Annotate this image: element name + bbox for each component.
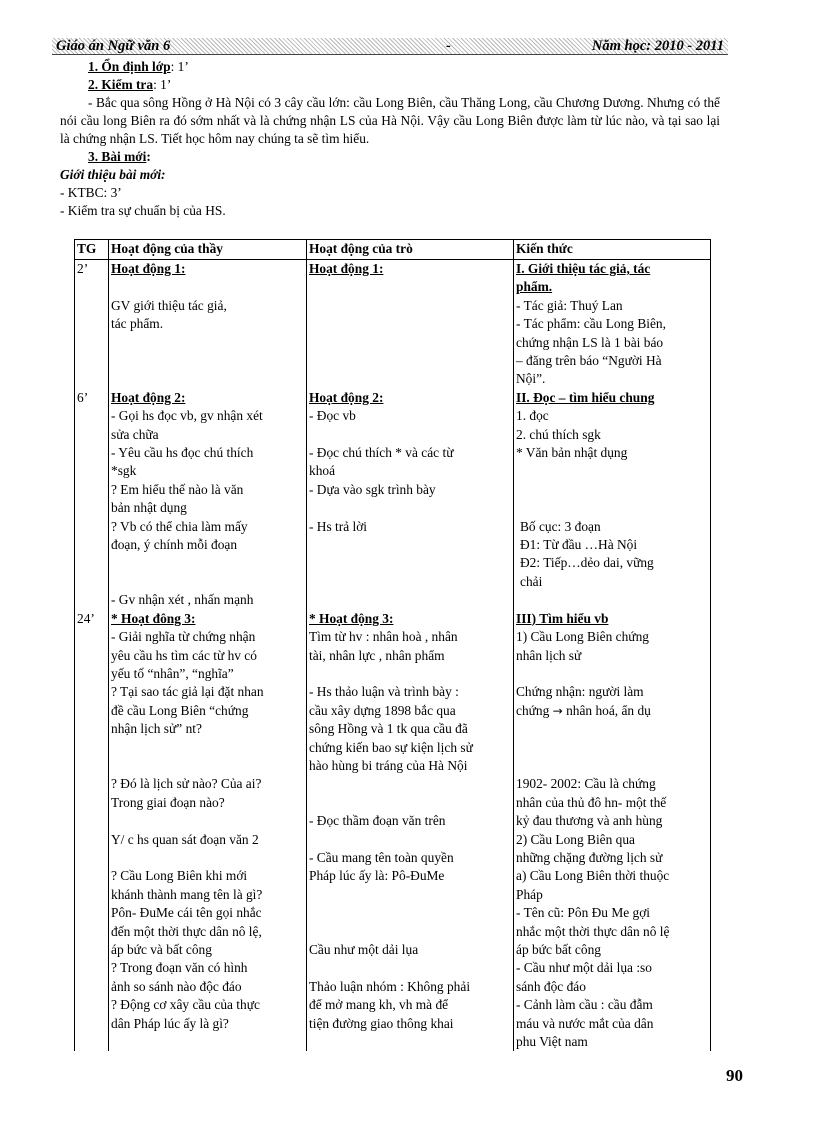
- col-header-teacher: Hoạt động của thầy: [109, 240, 307, 260]
- cell-text-line: Pôn- ĐuMe cái tên gọi nhắc: [111, 905, 262, 921]
- cell-text-line: ? Tại sao tác giả lại đặt nhan: [111, 684, 264, 700]
- activity-heading: * Hoạt đông 3:: [111, 610, 196, 626]
- lesson-table: [74, 239, 711, 1051]
- cell-text-line: 1902- 2002: Cầu là chứng: [516, 776, 656, 792]
- cell-text-line: *sgk: [111, 463, 137, 479]
- cell-text-line: nhân lịch sử: [516, 647, 582, 663]
- prep-check-line: - Kiểm tra sự chuẩn bị của HS.: [60, 203, 226, 218]
- cell-text-line: ? Đó là lịch sử nào? Của ai?: [111, 776, 262, 792]
- table-header-row: [75, 240, 711, 260]
- cell-text-line: - Cầu như một dải lụa :so: [516, 960, 652, 976]
- page-header: [52, 38, 728, 55]
- cell-text-line: - Tên cũ: Pôn Đu Me gợi: [516, 905, 651, 921]
- header-subject: Giáo án Ngữ văn 6: [56, 38, 171, 54]
- cell-text-line: Nội”.: [516, 371, 546, 387]
- header-separator: -: [446, 38, 451, 54]
- cell-text-line: – đăng trên báo “Người Hà: [516, 353, 662, 369]
- cell-text-line: để mở mang kh, vh mà để: [309, 997, 449, 1013]
- cell-text-line: nhận lịch sử” nt?: [111, 721, 202, 737]
- cell-text-line: Pháp: [516, 886, 543, 902]
- cell-text-line: ? Vb có thể chia làm mấy: [111, 518, 248, 534]
- cell-text-line: 2) Cầu Long Biên qua: [516, 831, 636, 847]
- activity-heading: Hoạt động 1:: [111, 261, 186, 276]
- cell-text-line: khánh thành mang tên là gì?: [111, 886, 263, 902]
- col-header-knowledge: Kiến thức: [514, 240, 711, 260]
- cell-text-line: sánh độc đáo: [516, 978, 586, 994]
- section-2: 2. Kiểm tra: 1’: [88, 77, 172, 92]
- cell-text-line: - Cảnh làm cầu : cầu đẫm: [516, 997, 653, 1013]
- cell-text-line: áp bức và bất công: [111, 941, 212, 957]
- cell-text-line: - Tác giả: Thuý Lan: [516, 297, 623, 313]
- cell-text-line: tiện đường giao thông khai: [309, 1015, 454, 1031]
- cell-text-line: 2. chú thích sgk: [516, 426, 601, 442]
- table-row: [75, 610, 711, 1052]
- student-cell: [307, 389, 514, 610]
- cell-text-line: - Đọc vb: [309, 408, 356, 424]
- cell-text-line: sông Hồng và 1 tk qua cầu đã: [309, 721, 468, 737]
- activity-heading: phẩm.: [516, 279, 553, 295]
- activity-heading: Hoạt động 1:: [309, 261, 384, 276]
- cell-text-line: những chặng đường lịch sử: [516, 849, 663, 865]
- intro-subheading: Giới thiệu bài mới:: [60, 167, 166, 182]
- cell-text-line: ảnh so sánh nào độc đáo: [111, 978, 242, 994]
- teacher-cell: [109, 610, 307, 1052]
- cell-text-line: cầu xây dựng 1898 bắc qua: [309, 702, 456, 718]
- cell-text-line: 24’: [77, 610, 95, 626]
- cell-text-line: ? Động cơ xây cầu của thực: [111, 997, 260, 1013]
- activity-heading: II. Đọc – tìm hiểu chung: [516, 389, 655, 405]
- time-cell: [75, 610, 109, 1052]
- cell-text-line: - Hs trả lời: [309, 518, 368, 534]
- student-cell: [307, 260, 514, 389]
- student-cell: [307, 610, 514, 1052]
- cell-text-line: phu Việt nam: [516, 1033, 588, 1049]
- activity-heading: Hoạt động 2:: [309, 389, 384, 405]
- teacher-cell: [109, 260, 307, 389]
- cell-text-line: tài, nhân lực , nhân phẩm: [309, 647, 445, 663]
- cell-text-line: máu và nước mắt của dân: [516, 1015, 654, 1031]
- cell-text-line: đến một thời thực dân nô lệ,: [111, 923, 262, 939]
- cell-text-line: ? Trong đoạn văn có hình: [111, 960, 248, 976]
- cell-text-line: kỷ đau thương và anh hùng: [516, 813, 663, 829]
- cell-text-line: 6’: [77, 389, 89, 405]
- col-header-time: TG: [75, 240, 109, 260]
- table-row: [75, 389, 711, 610]
- cell-text-line: yếu tố “nhân”, “nghĩa”: [111, 665, 234, 681]
- cell-text-line: khoá: [309, 463, 336, 479]
- cell-text-line: đoạn, ý chính mỗi đoạn: [111, 537, 238, 553]
- cell-text-line: ? Em hiểu thế nào là văn: [111, 481, 244, 497]
- cell-text-line: hào hùng bi tráng của Hà Nội: [309, 757, 468, 773]
- cell-text-line: Y/ c hs quan sát đoạn văn 2: [111, 831, 259, 847]
- section-3: 3. Bài mới:: [88, 149, 151, 164]
- cell-text-line: chứng nhận LS là 1 bài báo: [516, 334, 664, 350]
- cell-text-line: Tìm từ hv : nhân hoà , nhân: [309, 629, 458, 645]
- cell-text-line: - Đọc chú thích * và các từ: [309, 445, 454, 461]
- cell-text-line: - Cầu mang tên toàn quyền: [309, 849, 454, 865]
- cell-text-line: - Dựa vào sgk trình bày: [309, 481, 436, 497]
- time-cell: [75, 389, 109, 610]
- col-header-student: Hoạt động của trò: [307, 240, 514, 260]
- table-row: [75, 260, 711, 389]
- cell-text-line: - Hs thảo luận và trình bày :: [309, 684, 459, 700]
- cell-text-line: chứng kiến bao sự kiện lịch sử: [309, 739, 473, 755]
- cell-text-line: - Gv nhận xét , nhấn mạnh: [111, 592, 254, 608]
- cell-text-line: nhắc một thời thực dân nô lệ: [516, 923, 670, 939]
- cell-text-line: a) Cầu Long Biên thời thuộc: [516, 868, 670, 884]
- lesson-intro: [60, 58, 720, 220]
- cell-text-line: ? Cầu Long Biên khi mới: [111, 868, 248, 884]
- cell-text-line: chải: [520, 573, 543, 589]
- cell-text-line: Đ1: Từ đầu …Hà Nội: [520, 537, 638, 553]
- cell-text-line: - Yêu cầu hs đọc chú thích: [111, 445, 254, 461]
- cell-text-line: yêu cầu hs tìm các từ hv có: [111, 647, 257, 663]
- cell-text-line: - Đọc thầm đoạn văn trên: [309, 813, 446, 829]
- cell-text-line: 1) Cầu Long Biên chứng: [516, 629, 649, 645]
- activity-heading: * Hoạt động 3:: [309, 610, 394, 626]
- cell-text-line: Cầu như một dải lụa: [309, 941, 419, 957]
- section-1: 1. Ổn định lớp: 1’: [88, 59, 189, 74]
- activity-heading: III) Tìm hiểu vb: [516, 610, 609, 626]
- time-cell: [75, 260, 109, 389]
- cell-text-line: 2’: [77, 261, 89, 276]
- cell-text-line: tác phẩm.: [111, 316, 164, 332]
- cell-text-line: sửa chữa: [111, 426, 159, 442]
- cell-text-line: Bố cục: 3 đoạn: [520, 518, 601, 534]
- header-school-year: Năm học: 2010 - 2011: [591, 38, 724, 54]
- knowledge-cell: [514, 260, 711, 389]
- cell-text-line: Đ2: Tiếp…dẻo dai, vững: [520, 555, 654, 571]
- cell-text-line: * Văn bản nhật dụng: [516, 445, 628, 461]
- cell-text-line: dân Pháp lúc ấy là gì?: [111, 1015, 229, 1031]
- cell-text-line: Pháp lúc ấy là: Pô-ĐuMe: [309, 868, 445, 884]
- knowledge-cell: III) Tìm hiểu vb 1) Cầu Long Biên chứng nhân lịch sử Chứng nhận: người làm chứng → nhân hoá, ẩn dụ 1902- 2002: Cầu là chứng nhân của thủ đô hn- một thế kỷ đau thương và anh hùng 2) Cầu Long Biên qua những chặng đường lịch sử a) Cầu Long Biên thời thuộc Pháp - Tên cũ: Pôn Đu Me gợi nhắc một thời thực dân nô lệ áp bức bất công - Cầu như một dải lụa :so sánh độc đáo - Cảnh làm cầu : cầu đẫm máu và nước mắt của dân phu Việt nam: [514, 610, 711, 1052]
- page-number: 90: [726, 1066, 743, 1085]
- cell-text-line: bản nhật dụng: [111, 500, 187, 516]
- activity-heading: I. Giới thiệu tác giả, tác: [516, 261, 651, 276]
- cell-text-line: Thảo luận nhóm : Không phải: [309, 978, 471, 994]
- knowledge-cell: [514, 389, 711, 610]
- cell-text-line: đề cầu Long Biên “chứng: [111, 702, 249, 718]
- cell-text-line: - Giải nghĩa từ chứng nhận: [111, 629, 256, 645]
- cell-text-line: - Tác phẩm: cầu Long Biên,: [516, 316, 666, 332]
- cell-text-line: GV giới thiệu tác giả,: [111, 297, 227, 313]
- cell-text-line: Chứng nhận: người làm: [516, 684, 644, 700]
- cell-text-line: - Gọi hs đọc vb, gv nhận xét: [111, 408, 263, 424]
- teacher-cell: [109, 389, 307, 610]
- arrow-right-icon: →: [552, 703, 563, 718]
- cell-text-line: nhân của thủ đô hn- một thế: [516, 794, 667, 810]
- cell-text-line: áp bức bất công: [516, 941, 601, 957]
- activity-heading: Hoạt động 2:: [111, 389, 186, 405]
- section-2-text: - Bắc qua sông Hồng ở Hà Nội có 3 cây cầu lớn: cầu Long Biên, cầu Thăng Long, cầu Chương Dương. Nhưng có thể nói cầu long Biên ra đó sớm nhất và là chứng nhận LS của Hà Nội. Vậy cầu Long Biên được làm từ lúc nào, và tại sao lại là chứng nhận LS. Tiết học hôm nay chúng ta sẽ tìm hiểu.: [60, 95, 720, 146]
- cell-text-line: 1. đọc: [516, 408, 549, 424]
- ktbc-line: - KTBC: 3’: [60, 185, 122, 200]
- cell-text-line: Trong giai đoạn nào?: [111, 794, 225, 810]
